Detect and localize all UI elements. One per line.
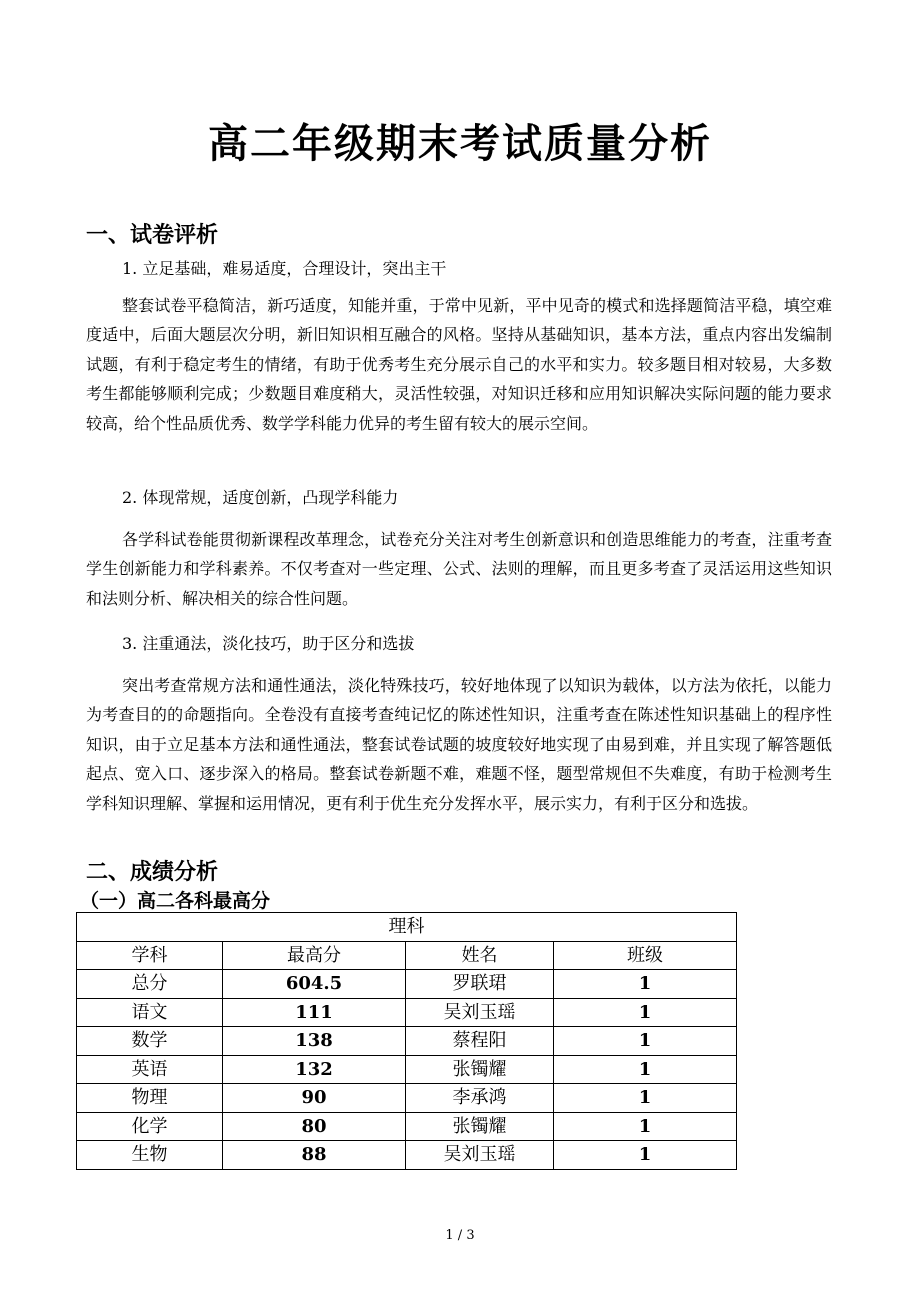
table-row <box>77 998 737 1027</box>
score-cell: 111 <box>223 998 406 1027</box>
table-header-row <box>77 941 737 970</box>
table-row <box>77 1027 737 1056</box>
column-header: 学科 <box>77 941 223 970</box>
table-row <box>77 970 737 999</box>
column-header: 班级 <box>554 941 737 970</box>
student-name-cell: 吴刘玉瑶 <box>406 998 554 1027</box>
score-cell: 88 <box>223 1141 406 1170</box>
top-scores-table <box>76 912 737 1170</box>
student-name-cell: 吴刘玉瑶 <box>406 1141 554 1170</box>
section-heading-score-analysis: 二、成绩分析 <box>86 860 219 885</box>
student-name-cell: 李承鸿 <box>406 1084 554 1113</box>
class-cell: 1 <box>554 1027 737 1056</box>
subject-cell: 化学 <box>77 1112 223 1141</box>
subject-cell: 数学 <box>77 1027 223 1056</box>
score-cell: 132 <box>223 1055 406 1084</box>
paragraph-2: 各学科试卷能贯彻新课程改革理念，试卷充分关注对考生创新意识和创造思维能力的考查，注重考查学生创新能力和学科素养。不仅考查对一些定理、公式、法则的理解，而且更多考查了灵活运用这些知识和法则分析、解决相关的综合性问题。 <box>86 530 832 608</box>
paragraph-3: 突出考查常规方法和通性通法，淡化特殊技巧，较好地体现了以知识为载体，以方法为依托，以能力为考查目的的命题指向。全卷没有直接考查纯记忆的陈述性知识，注重考查在陈述性知识基础上的程序性知识，由于立足基本方法和通性通法，整套试卷试题的坡度较好地实现了由易到难，并且实现了解答题低起点、宽入口、逐步深入的格局。整套试卷新题不难，难题不怪，题型常规但不失难度，有助于检测考生学科知识理解、掌握和运用情况，更有利于优生充分发挥水平，展示实力，有利于区分和选拔。 <box>86 676 832 813</box>
subject-cell: 生物 <box>77 1141 223 1170</box>
student-name-cell: 张镯耀 <box>406 1112 554 1141</box>
paragraph-1: 整套试卷平稳简洁，新巧适度，知能并重，于常中见新，平中见奇的模式和选择题简洁平稳，填空难度适中，后面大题层次分明，新旧知识相互融合的风格。坚持从基础知识，基本方法，重点内容出发编制试题，有利于稳定考生的情绪，有助于优秀考生充分展示自己的水平和实力。较多题目相对较易，大多数考生都能够顺利完成；少数题目难度稍大，灵活性较强，对知识迁移和应用知识解决实际问题的能力要求较高，给个性品质优秀、数学学科能力优异的考生留有较大的展示空间。 <box>86 296 832 433</box>
class-cell: 1 <box>554 970 737 999</box>
column-header: 最高分 <box>223 941 406 970</box>
page-number: 1 / 3 <box>445 1228 475 1243</box>
class-cell: 1 <box>554 1112 737 1141</box>
subject-cell: 物理 <box>77 1084 223 1113</box>
subheading-3: 3. 注重通法，淡化技巧，助于区分和选拔 <box>122 634 415 653</box>
subject-cell: 英语 <box>77 1055 223 1084</box>
section-heading-paper-review: 一、试卷评析 <box>86 223 219 248</box>
subject-cell: 语文 <box>77 998 223 1027</box>
score-cell: 90 <box>223 1084 406 1113</box>
score-cell: 138 <box>223 1027 406 1056</box>
subheading-1: 1. 立足基础，难易适度，合理设计，突出主干 <box>122 259 447 278</box>
subject-cell: 总分 <box>77 970 223 999</box>
student-name-cell: 罗联珺 <box>406 970 554 999</box>
subheading-2: 2. 体现常规，适度创新，凸现学科能力 <box>122 488 399 507</box>
subsection-heading-top-scores: （一）高二各科最高分 <box>80 890 271 912</box>
document-title: 高二年级期末考试质量分析 <box>208 121 712 167</box>
table-row <box>77 1112 737 1141</box>
table-row <box>77 1084 737 1113</box>
class-cell: 1 <box>554 998 737 1027</box>
column-header: 姓名 <box>406 941 554 970</box>
table-caption: 理科 <box>77 913 737 942</box>
student-name-cell: 蔡程阳 <box>406 1027 554 1056</box>
student-name-cell: 张镯耀 <box>406 1055 554 1084</box>
score-cell: 80 <box>223 1112 406 1141</box>
class-cell: 1 <box>554 1141 737 1170</box>
class-cell: 1 <box>554 1084 737 1113</box>
table-row <box>77 1055 737 1084</box>
table-row <box>77 1141 737 1170</box>
class-cell: 1 <box>554 1055 737 1084</box>
table-caption-row <box>77 913 737 942</box>
score-cell: 604.5 <box>223 970 406 999</box>
